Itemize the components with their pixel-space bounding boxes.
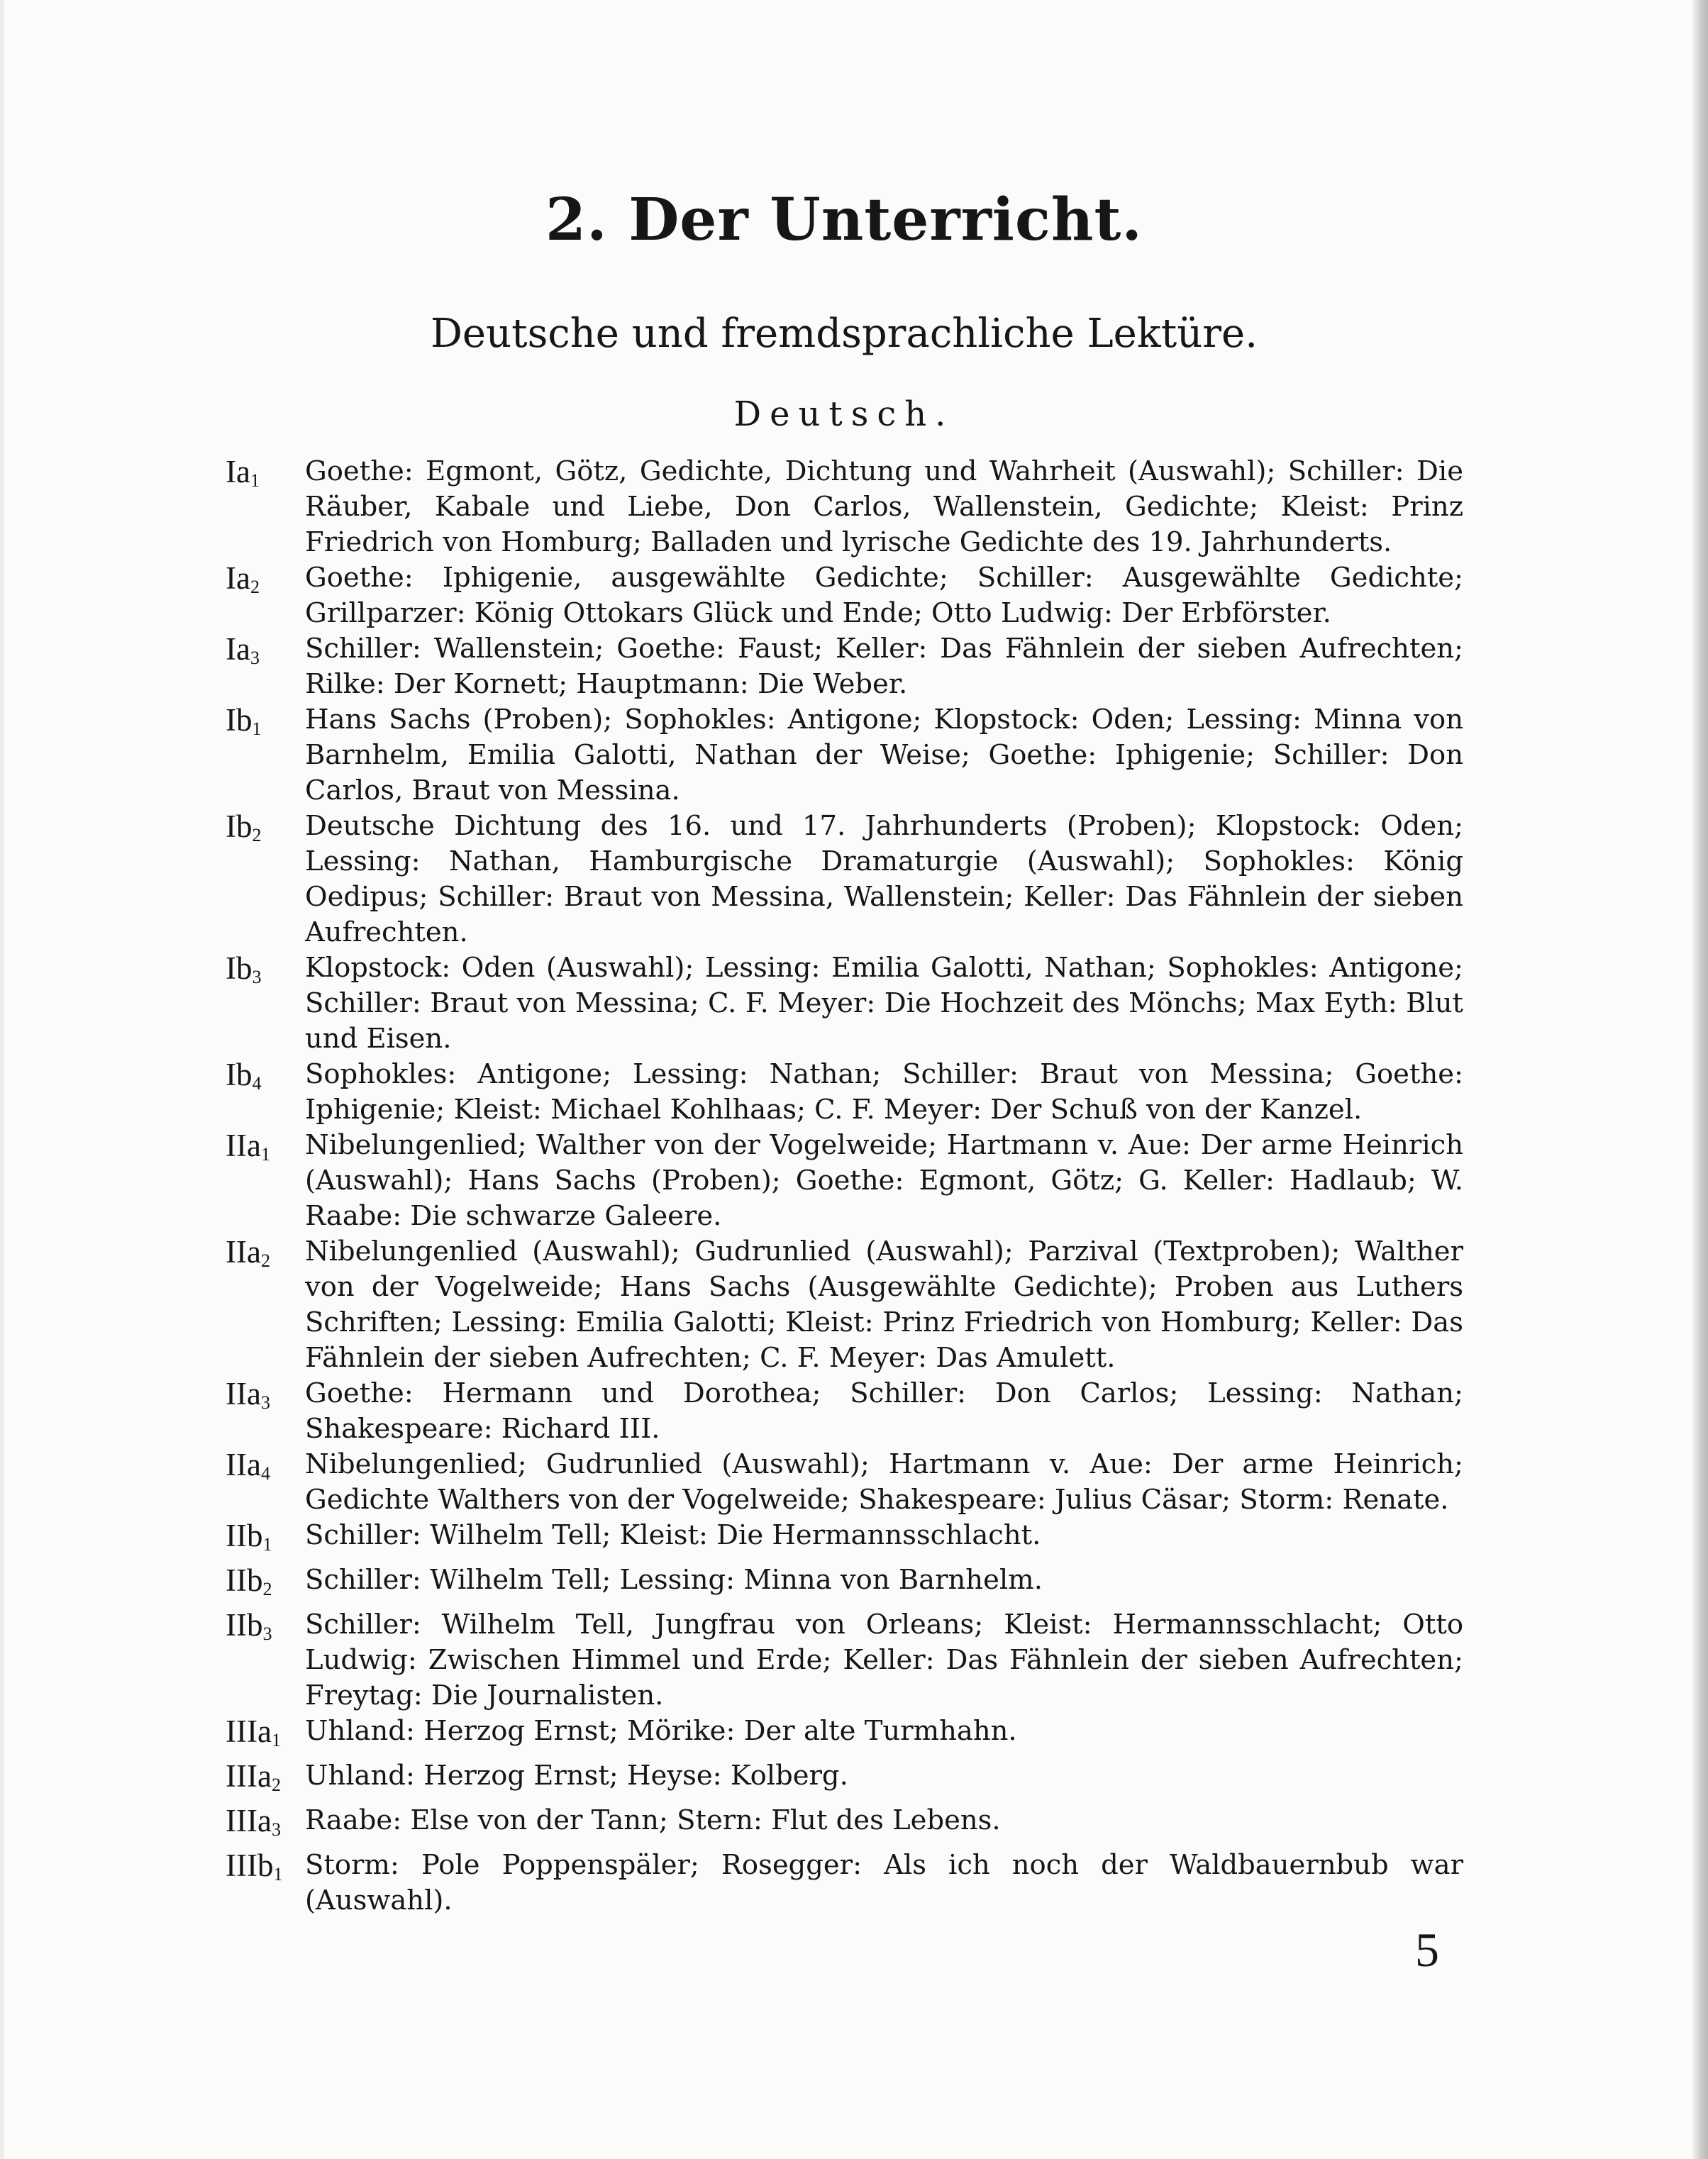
reading-entry-iiia3: [226, 1803, 1463, 1848]
reading-entry-ia1: [226, 454, 1463, 560]
entry-text: Schiller: Wilhelm Tell; Kleist: Die Hermannsschlacht.: [305, 1519, 1041, 1551]
reading-entry-iiib1: [226, 1848, 1463, 1919]
class-label: IIa$_3$: [226, 1376, 270, 1413]
reading-entry-iia3: [226, 1376, 1463, 1447]
entry-text: Nibelungenlied; Walther von der Vogelweide; Hartmann v. Aue: Der arme Heinrich (Auswahl); Hans Sachs (Proben); Goethe: Egmont, Götz; G. Keller: Hadlaub; W. Raabe: Die schwarze Galeere.: [305, 1129, 1463, 1232]
class-label: IIb$_3$: [226, 1607, 272, 1644]
chapter-subtitle: Deutsche und fremdsprachliche Lektüre.: [431, 311, 1258, 357]
entry-text: Schiller: Wallenstein; Goethe: Faust; Keller: Das Fähnlein der sieben Aufrechten; Rilke: Der Kornett; Hauptmann: Die Weber.: [305, 633, 1463, 700]
entry-text: Goethe: Egmont, Götz, Gedichte, Dichtung und Wahrheit (Auswahl); Schiller: Die Räuber, Kabale und Liebe, Don Carlos, Wallenstein, Gedichte; Kleist: Prinz Friedrich von Homburg; Balladen und lyrische Gedichte des 19. Jahrhunderts.: [305, 455, 1463, 558]
reading-entry-ib4: [226, 1057, 1463, 1128]
entry-text: Uhland: Herzog Ernst; Mörike: Der alte Turmhahn.: [305, 1715, 1017, 1747]
entry-text: Nibelungenlied (Auswahl); Gudrunlied (Auswahl); Parzival (Textproben); Walther von der Vogelweide; Hans Sachs (Ausgewählte Gedichte); Proben aus Luthers Schriften; Lessing: Emilia Galotti; Kleist: Prinz Friedrich von Homburg; Keller: Das Fähnlein der sieben Aufrechten; C. F. Meyer: Das Amulett.: [305, 1236, 1463, 1374]
entry-text: Sophokles: Antigone; Lessing: Nathan; Schiller: Braut von Messina; Goethe: Iphigenie; Kleist: Michael Kohlhaas; C. F. Meyer: Der Schuß von der Kanzel.: [305, 1058, 1463, 1126]
class-label: IIIa$_1$: [226, 1714, 281, 1750]
reading-entry-iia2: [226, 1234, 1463, 1376]
section-heading: Deutsch.: [733, 394, 955, 434]
entry-text: Schiller: Wilhelm Tell, Jungfrau von Orleans; Kleist: Hermannsschlacht; Otto Ludwig: Zwischen Himmel und Erde; Keller: Das Fähnlein der sieben Aufrechten; Freytag: Die Journalisten.: [305, 1609, 1463, 1711]
entry-text: Nibelungenlied; Gudrunlied (Auswahl); Hartmann v. Aue: Der arme Heinrich; Gedichte Walthers von der Vogelweide; Shakespeare: Julius Cäsar; Storm: Renate.: [305, 1448, 1463, 1516]
reading-entry-iib1: [226, 1518, 1463, 1563]
class-label: IIIb$_1$: [226, 1848, 283, 1885]
reading-entry-iib3: [226, 1607, 1463, 1714]
reading-entry-ia3: [226, 631, 1463, 702]
class-label: $Ib_2$: [226, 809, 262, 845]
class-label: IIa$_4$: [226, 1447, 270, 1484]
class-label: $Ia_2$: [226, 560, 260, 597]
entry-text: Goethe: Hermann und Dorothea; Schiller: Don Carlos; Lessing: Nathan; Shakespeare: Richard III.: [305, 1377, 1463, 1445]
entry-text: Goethe: Iphigenie, ausgewählte Gedichte; Schiller: Ausgewählte Gedichte; Grillparzer: König Ottokars Glück und Ende; Otto Ludwig: Der Erbförster.: [305, 562, 1463, 629]
reading-entry-iiia2: [226, 1758, 1463, 1803]
class-label: IIb$_1$: [226, 1518, 272, 1555]
reading-list: [226, 454, 1463, 1919]
entry-text: Storm: Pole Poppenspäler; Rosegger: Als ich noch der Waldbauernbub war (Auswahl).: [305, 1849, 1463, 1916]
entry-text: Uhland: Herzog Ernst; Heyse: Kolberg.: [305, 1760, 848, 1792]
entry-text: Deutsche Dichtung des 16. und 17. Jahrhunderts (Proben); Klopstock: Oden; Lessing: Nathan, Hamburgische Dramaturgie (Auswahl); Sophokles: König Oedipus; Schiller: Braut von Messina, Wallenstein; Keller: Das Fähnlein der sieben Aufrechten.: [305, 810, 1463, 948]
class-label: $Ia_3$: [226, 631, 260, 668]
reading-entry-iia1: [226, 1128, 1463, 1234]
class-label: $Ib_1$: [226, 702, 262, 739]
entry-text: Klopstock: Oden (Auswahl); Lessing: Emilia Galotti, Nathan; Sophokles: Antigone; Schiller: Braut von Messina; C. F. Meyer: Die Hochzeit des Mönchs; Max Eyth: Blut und Eisen.: [305, 952, 1463, 1055]
reading-entry-ib1: [226, 702, 1463, 809]
entry-text: Schiller: Wilhelm Tell; Lessing: Minna von Barnhelm.: [305, 1564, 1043, 1596]
entry-text: Hans Sachs (Proben); Sophokles: Antigone; Klopstock: Oden; Lessing: Minna von Barnhelm, Emilia Galotti, Nathan der Weise; Goethe: Iphigenie; Schiller: Don Carlos, Braut von Messina.: [305, 704, 1463, 806]
page-right-edge: [1692, 0, 1708, 2159]
class-label: $Ib_4$: [226, 1057, 262, 1094]
class-label: IIb$_2$: [226, 1563, 272, 1599]
page-number: 5: [1415, 1923, 1439, 1977]
class-label: IIIa$_2$: [226, 1758, 281, 1795]
class-label: IIa$_1$: [226, 1128, 270, 1165]
reading-entry-iia4: [226, 1447, 1463, 1518]
class-label: $Ib_3$: [226, 950, 262, 987]
class-label: IIa$_2$: [226, 1234, 270, 1271]
class-label: IIIa$_3$: [226, 1803, 281, 1840]
reading-entry-ia2: [226, 560, 1463, 631]
reading-entry-iiia1: [226, 1714, 1463, 1758]
class-label: $Ia_1$: [226, 454, 260, 491]
entry-text: Raabe: Else von der Tann; Stern: Flut des Lebens.: [305, 1804, 1001, 1836]
chapter-title: 2. Der Unterricht.: [545, 186, 1143, 254]
reading-entry-ib3: [226, 950, 1463, 1057]
reading-entry-iib2: [226, 1563, 1463, 1607]
reading-entry-ib2: [226, 809, 1463, 950]
